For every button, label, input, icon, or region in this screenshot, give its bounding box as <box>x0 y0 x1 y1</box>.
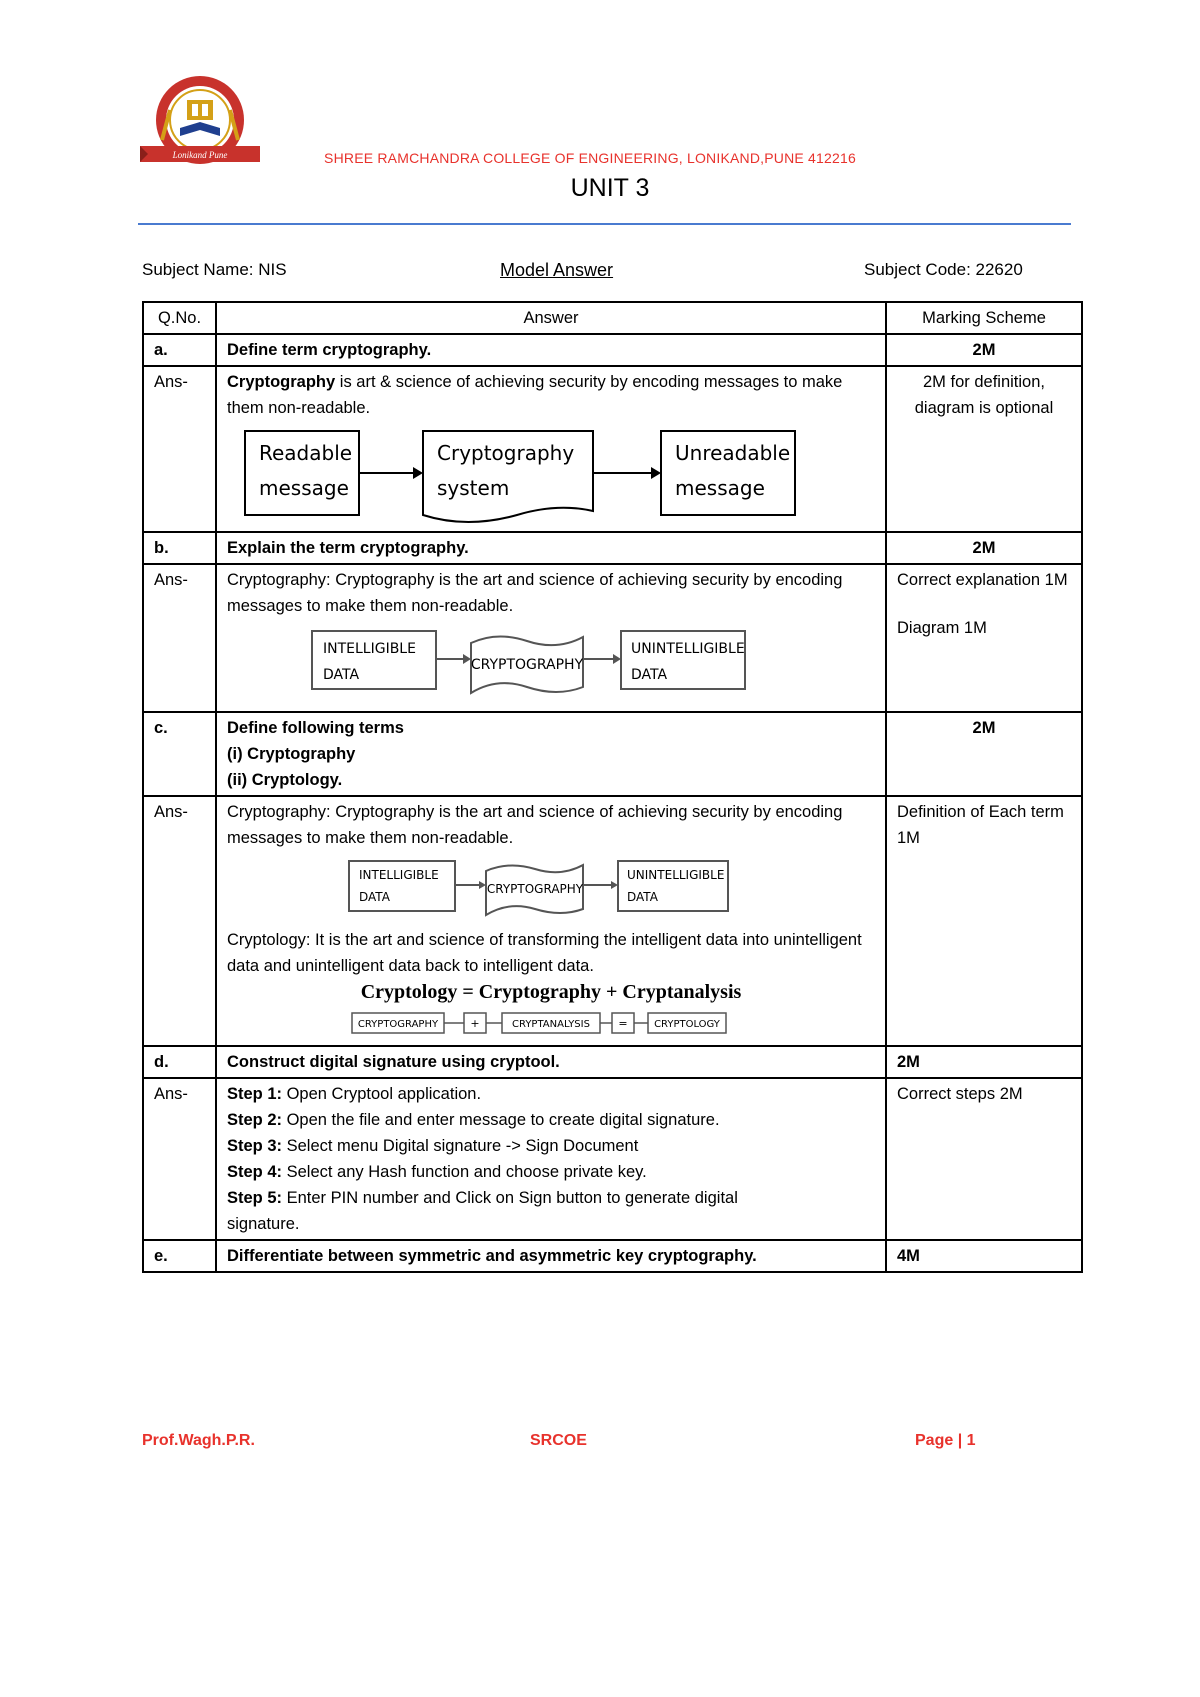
diagram-b-box3-line2: DATA <box>631 667 668 683</box>
ans-label-c: Ans- <box>143 796 216 1046</box>
marking-b-2: Diagram 1M <box>897 619 987 637</box>
marks-d: 2M <box>886 1046 1082 1078</box>
diagram-a-box3-line1: Unreadable <box>675 441 791 465</box>
step-5: Step 5: Enter PIN number and Click on Sign button to generate digital signature. <box>227 1189 738 1233</box>
step-1: Step 1: Open Cryptool application. <box>227 1085 482 1103</box>
diagram-b-box1-line1: INTELLIGIBLE <box>323 641 416 657</box>
college-name: SHREE RAMCHANDRA COLLEGE OF ENGINEERING, LONIKAND,PUNE 412216 <box>324 150 856 166</box>
answer-row-a <box>143 366 1082 532</box>
ans-label-a: Ans- <box>143 366 216 532</box>
header-marking: Marking Scheme <box>886 302 1082 334</box>
formula-box-cryptography: CRYPTOGRAPHY <box>357 1019 439 1030</box>
diagram-a-box1-line1: Readable <box>259 441 353 465</box>
marks-b: 2M <box>886 532 1082 564</box>
formula-box-cryptology: CRYPTOLOGY <box>654 1019 720 1030</box>
college-logo-icon <box>140 70 270 170</box>
qno-b: b. <box>143 532 216 564</box>
answer-row-d <box>143 1078 1082 1240</box>
answer-row-b <box>143 564 1082 712</box>
header-answer: Answer <box>216 302 886 334</box>
table-header-row <box>143 302 1082 334</box>
answer-c-text-2: Cryptology: It is the art and science of transforming the intelligent data into unintelligent data and unintelligent data back to intelligent data. <box>227 931 862 975</box>
question-row-d <box>143 1046 1082 1078</box>
question-a: Define term cryptography. <box>216 334 886 366</box>
answer-row-c <box>143 796 1082 1046</box>
header-qno: Q.No. <box>143 302 216 334</box>
question-row-a <box>143 334 1082 366</box>
question-row-e <box>143 1240 1082 1272</box>
question-e: Differentiate between symmetric and asymmetric key cryptography. <box>216 1240 886 1272</box>
step-4: Step 4: Select any Hash function and choose private key. <box>227 1163 647 1181</box>
answer-b <box>216 564 886 712</box>
diagram-c-box2: CRYPTOGRAPHY <box>486 882 584 896</box>
question-row-b <box>143 532 1082 564</box>
formula-box-cryptanalysis: CRYPTANALYSIS <box>512 1019 590 1030</box>
marking-b-1: Correct explanation 1M <box>897 571 1068 589</box>
marking-d: Correct steps 2M <box>886 1078 1082 1240</box>
qno-e: e. <box>143 1240 216 1272</box>
answer-a-bold: Cryptography <box>227 373 336 391</box>
ans-label-d: Ans- <box>143 1078 216 1240</box>
step-2: Step 2: Open the file and enter message to create digital signature. <box>227 1111 720 1129</box>
answer-c <box>216 796 886 1046</box>
question-c-line1: Define following terms <box>227 719 404 737</box>
diagram-c-box1-line2: DATA <box>359 890 390 904</box>
qno-a: a. <box>143 334 216 366</box>
marking-a: 2M for definition, diagram is optional <box>886 366 1082 532</box>
marks-a: 2M <box>886 334 1082 366</box>
qno-c: c. <box>143 712 216 796</box>
marking-c: Definition of Each term 1M <box>886 796 1082 1046</box>
footer-author: Prof.Wagh.P.R. <box>142 1432 255 1449</box>
question-answer-table <box>142 301 1083 1273</box>
subject-name: Subject Name: NIS <box>142 260 287 279</box>
formula-box-equals: = <box>618 1017 628 1030</box>
answer-d <box>216 1078 886 1240</box>
diagram-a-box3-line2: message <box>675 476 765 500</box>
diagram-a-box1-line2: message <box>259 476 349 500</box>
diagram-c-box1-line1: INTELLIGIBLE <box>359 868 439 882</box>
answer-c-text-1: Cryptography: Cryptography is the art and science of achieving security by encoding messages to make them non-readable. <box>227 803 843 847</box>
diagram-b-box2: CRYPTOGRAPHY <box>470 657 584 673</box>
question-b: Explain the term cryptography. <box>216 532 886 564</box>
answer-a <box>216 366 886 532</box>
question-c-line2: (i) Cryptography <box>227 745 356 763</box>
diagram-c-box3-line1: UNINTELLIGIBLE <box>627 868 725 882</box>
question-c-line3: (ii) Cryptology. <box>227 771 343 789</box>
diagram-a-box2-line2: system <box>437 476 510 500</box>
footer-page-number: Page | 1 <box>915 1432 976 1449</box>
answer-b-text: Cryptography: Cryptography is the art and science of achieving security by encoding messages to make them non-readable. <box>227 571 843 615</box>
question-d: Construct digital signature using cryptool. <box>216 1046 886 1078</box>
cryptology-formula-diagram <box>227 1009 867 1039</box>
diagram-b-box3-line1: UNINTELLIGIBLE <box>631 641 745 657</box>
question-c <box>216 712 886 796</box>
cryptology-formula: Cryptology = Cryptography + Cryptanalysis <box>360 981 742 1003</box>
marks-e: 4M <box>886 1240 1082 1272</box>
diagram-a-box2-line1: Cryptography <box>437 441 575 465</box>
cryptography-flow-diagram-a <box>227 425 867 525</box>
qno-d: d. <box>143 1046 216 1078</box>
diagram-b-box1-line2: DATA <box>323 667 360 683</box>
header-divider <box>138 223 1071 225</box>
formula-box-plus: + <box>470 1017 480 1030</box>
marking-b <box>886 564 1082 712</box>
marks-c: 2M <box>886 712 1082 796</box>
model-answer-title: Model Answer <box>500 260 614 280</box>
cryptography-flow-diagram-b <box>227 623 867 705</box>
answer-a-text: is art & science of achieving security by encoding messages to make them non-readable. <box>227 373 843 417</box>
ans-label-b: Ans- <box>143 564 216 712</box>
step-3: Step 3: Select menu Digital signature -> Sign Document <box>227 1137 639 1155</box>
unit-title: UNIT 3 <box>570 174 650 202</box>
question-row-c <box>143 712 1082 796</box>
diagram-c-box3-line2: DATA <box>627 890 658 904</box>
subject-code: Subject Code: 22620 <box>864 260 1023 279</box>
footer-college: SRCOE <box>530 1432 587 1449</box>
cryptography-flow-diagram-c <box>227 855 867 923</box>
logo-ribbon-text: Lonikand Pune <box>172 150 228 160</box>
